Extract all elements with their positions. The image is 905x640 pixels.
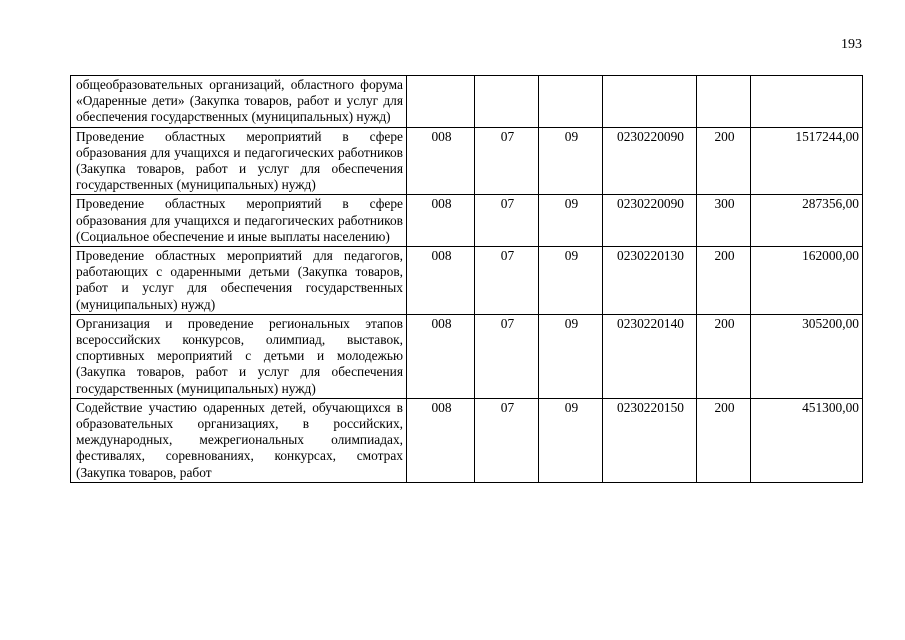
subsection-code: 09: [539, 398, 603, 482]
table-row: [71, 314, 863, 398]
budget-table: [70, 75, 863, 483]
section-code: 07: [475, 314, 539, 398]
ministry-code: 008: [407, 247, 475, 315]
target-article-code: 0230220090: [603, 195, 697, 247]
section-code: 07: [475, 127, 539, 195]
subsection-code: [539, 76, 603, 128]
subsection-code: 09: [539, 195, 603, 247]
expense-type-code: 200: [697, 398, 751, 482]
expense-type-code: 200: [697, 314, 751, 398]
target-article-code: 0230220130: [603, 247, 697, 315]
amount: 162000,00: [751, 247, 863, 315]
expense-type-code: 200: [697, 127, 751, 195]
table-row: [71, 127, 863, 195]
table-row: [71, 76, 863, 128]
section-code: 07: [475, 247, 539, 315]
page-number: 193: [841, 37, 862, 52]
table-row: [71, 195, 863, 247]
target-article-code: 0230220140: [603, 314, 697, 398]
target-article-code: [603, 76, 697, 128]
subsection-code: 09: [539, 314, 603, 398]
subsection-code: 09: [539, 247, 603, 315]
amount: 1517244,00: [751, 127, 863, 195]
section-code: 07: [475, 398, 539, 482]
section-code: 07: [475, 195, 539, 247]
table-row: [71, 398, 863, 482]
row-description: Организация и проведение региональных этапов всероссийских конкурсов, олимпиад, выставок, спортивных мероприятий с детьми и молодежью (Закупка товаров, работ и услуг для обеспечения государственных (муниципальных) нужд): [71, 314, 407, 398]
target-article-code: 0230220150: [603, 398, 697, 482]
row-description: Проведение областных мероприятий в сфере образования для учащихся и педагогических работников (Закупка товаров, работ и услуг для обеспечения государственных (муниципальных) нужд): [71, 127, 407, 195]
expense-type-code: 200: [697, 247, 751, 315]
row-description: Проведение областных мероприятий в сфере образования для учащихся и педагогических работников (Социальное обеспечение и иные выплаты населению): [71, 195, 407, 247]
ministry-code: [407, 76, 475, 128]
amount: 305200,00: [751, 314, 863, 398]
table-row: [71, 247, 863, 315]
expense-type-code: [697, 76, 751, 128]
row-description: Проведение областных мероприятий для педагогов, работающих с одаренными детьми (Закупка товаров, работ и услуг для обеспечения государственных (муниципальных) нужд): [71, 247, 407, 315]
row-description: общеобразовательных организаций, областного форума «Одаренные дети» (Закупка товаров, работ и услуг для обеспечения государственных (муниципальных) нужд): [71, 76, 407, 128]
ministry-code: 008: [407, 127, 475, 195]
subsection-code: 09: [539, 127, 603, 195]
section-code: [475, 76, 539, 128]
ministry-code: 008: [407, 195, 475, 247]
row-description: Содействие участию одаренных детей, обучающихся в образовательных организациях, в российских, международных, межрегиональных олимпиадах, фестивалях, соревнованиях, конкурсах, смотрах (Закупка товаров, работ: [71, 398, 407, 482]
ministry-code: 008: [407, 398, 475, 482]
ministry-code: 008: [407, 314, 475, 398]
target-article-code: 0230220090: [603, 127, 697, 195]
amount: 451300,00: [751, 398, 863, 482]
amount: 287356,00: [751, 195, 863, 247]
amount: [751, 76, 863, 128]
expense-type-code: 300: [697, 195, 751, 247]
